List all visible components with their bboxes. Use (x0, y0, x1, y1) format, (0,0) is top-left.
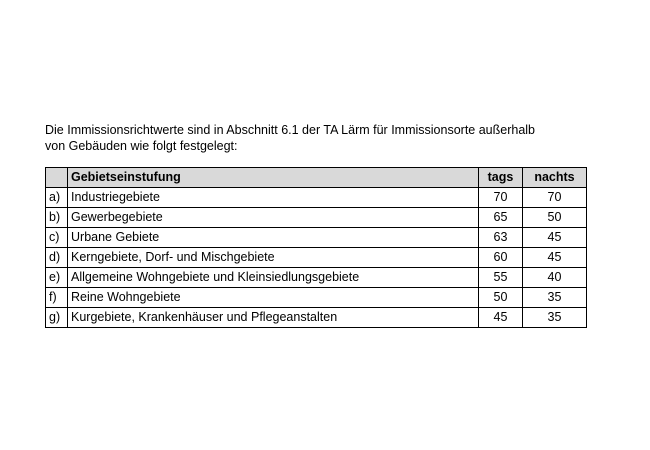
row-key: f) (46, 288, 68, 308)
table-row (46, 308, 587, 328)
row-day-value: 63 (479, 228, 523, 248)
row-day-value: 45 (479, 308, 523, 328)
header-day: tags (479, 168, 523, 188)
row-night-value: 40 (523, 268, 587, 288)
row-key: a) (46, 188, 68, 208)
row-night-value: 70 (523, 188, 587, 208)
row-key: b) (46, 208, 68, 228)
row-key: e) (46, 268, 68, 288)
table-row (46, 268, 587, 288)
row-night-value: 35 (523, 308, 587, 328)
row-night-value: 50 (523, 208, 587, 228)
row-night-value: 45 (523, 228, 587, 248)
row-night-value: 45 (523, 248, 587, 268)
table-row (46, 248, 587, 268)
row-day-value: 65 (479, 208, 523, 228)
row-key: c) (46, 228, 68, 248)
table-row (46, 288, 587, 308)
row-day-value: 60 (479, 248, 523, 268)
header-key (46, 168, 68, 188)
row-category: Gewerbegebiete (68, 208, 479, 228)
row-category: Allgemeine Wohngebiete und Kleinsiedlungsgebiete (68, 268, 479, 288)
row-category: Industriegebiete (68, 188, 479, 208)
table-header-row (46, 168, 587, 188)
table-row (46, 228, 587, 248)
row-key: d) (46, 248, 68, 268)
table-row (46, 208, 587, 228)
row-day-value: 50 (479, 288, 523, 308)
noise-limits-table (45, 167, 587, 328)
table-row (46, 188, 587, 208)
row-category: Reine Wohngebiete (68, 288, 479, 308)
intro-paragraph (45, 122, 605, 154)
header-night: nachts (523, 168, 587, 188)
intro-line-2: von Gebäuden wie folgt festgelegt: (45, 139, 238, 153)
row-day-value: 70 (479, 188, 523, 208)
row-category: Kurgebiete, Krankenhäuser und Pflegeanstalten (68, 308, 479, 328)
row-night-value: 35 (523, 288, 587, 308)
row-category: Urbane Gebiete (68, 228, 479, 248)
row-day-value: 55 (479, 268, 523, 288)
row-category: Kerngebiete, Dorf- und Mischgebiete (68, 248, 479, 268)
header-category: Gebietseinstufung (68, 168, 479, 188)
intro-line-1: Die Immissionsrichtwerte sind in Abschnitt 6.1 der TA Lärm für Immissionsorte außerhalb (45, 123, 536, 137)
row-key: g) (46, 308, 68, 328)
